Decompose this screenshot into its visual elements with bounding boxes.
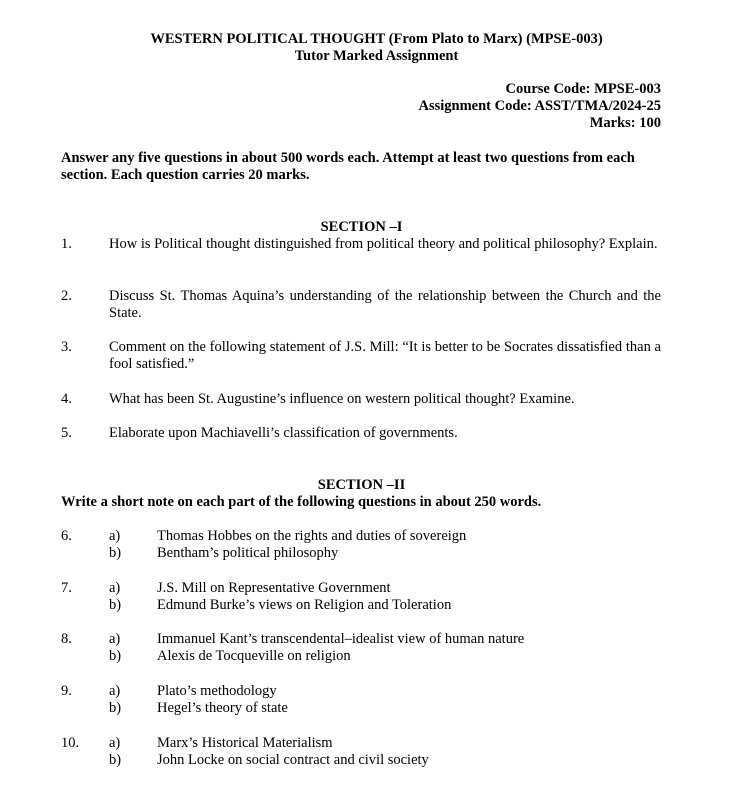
question-number: 6. — [61, 528, 72, 544]
part-label: b) — [109, 597, 122, 613]
document-title: WESTERN POLITICAL THOUGHT (From Plato to Marx) (MPSE-003) — [150, 31, 603, 47]
part-text: Bentham’s political philosophy — [157, 545, 339, 561]
instructions: Answer any five questions in about 500 words each. Attempt at least two questions from each section. Each question carries 20 marks. — [61, 150, 635, 183]
part-text: Edmund Burke’s views on Religion and Toleration — [157, 597, 452, 613]
document-subtitle: Tutor Marked Assignment — [294, 48, 459, 64]
part-label: b) — [109, 752, 122, 768]
course-code: Course Code: MPSE-003 — [505, 81, 661, 97]
part-text: Plato’s methodology — [157, 683, 277, 699]
part-text: Thomas Hobbes on the rights and duties of sovereign — [157, 528, 467, 544]
assignment-code: Assignment Code: ASST/TMA/2024-25 — [418, 98, 661, 114]
part-label: a) — [109, 631, 121, 647]
question-number: 5. — [61, 425, 72, 441]
document-header — [0, 31, 753, 65]
part-text: Alexis de Tocqueville on religion — [157, 648, 351, 664]
question-text: Comment on the following statement of J.S. Mill: “It is better to be Socrates dissatisfied than a fool satisfied.” — [109, 339, 661, 372]
part-label: a) — [109, 735, 121, 751]
section-1-heading: SECTION –I — [320, 219, 403, 235]
part-label: b) — [109, 700, 122, 716]
question-text: How is Political thought distinguished from political theory and political philosophy? Explain. — [109, 236, 658, 252]
question-text: What has been St. Augustine’s influence on western political thought? Examine. — [109, 391, 575, 407]
question-number: 4. — [61, 391, 72, 407]
part-label: a) — [109, 683, 121, 699]
part-text: Marx’s Historical Materialism — [157, 735, 333, 751]
part-label: b) — [109, 545, 122, 561]
question-number: 3. — [61, 339, 72, 355]
question-number: 10. — [61, 735, 80, 751]
question-text: Elaborate upon Machiavelli’s classification of governments. — [109, 425, 458, 441]
part-text: John Locke on social contract and civil society — [157, 752, 429, 768]
part-label: b) — [109, 648, 122, 664]
part-label: a) — [109, 580, 121, 596]
question-number: 9. — [61, 683, 72, 699]
question-number: 8. — [61, 631, 72, 647]
part-text: J.S. Mill on Representative Government — [157, 580, 391, 596]
question-text: Discuss St. Thomas Aquina’s understanding of the relationship between the Church and the State. — [109, 288, 661, 321]
marks: Marks: 100 — [589, 115, 661, 131]
part-text: Immanuel Kant’s transcendental–idealist view of human nature — [157, 631, 525, 647]
part-label: a) — [109, 528, 121, 544]
section-2-note: Write a short note on each part of the following questions in about 250 words. — [61, 494, 542, 510]
section-2-heading: SECTION –II — [317, 477, 406, 493]
part-text: Hegel’s theory of state — [157, 700, 288, 716]
question-number: 2. — [61, 288, 72, 304]
question-number: 1. — [61, 236, 72, 252]
question-number: 7. — [61, 580, 72, 596]
course-meta — [419, 81, 662, 132]
